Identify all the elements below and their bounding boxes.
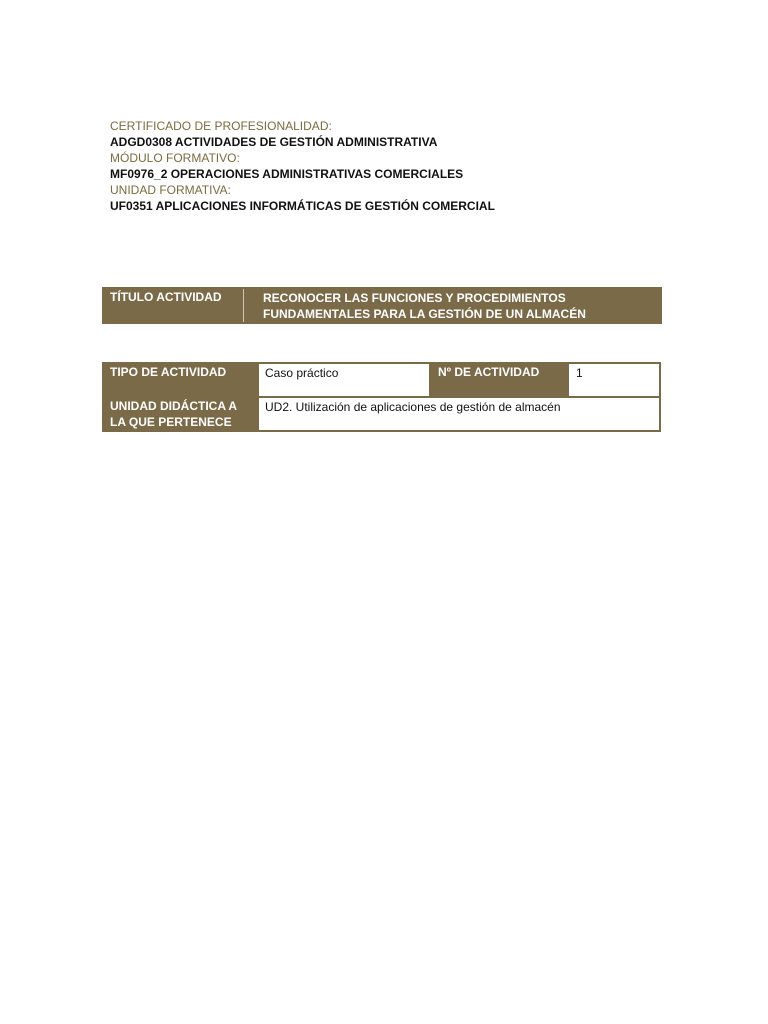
module-value: MF0976_2 OPERACIONES ADMINISTRATIVAS COMERCIALES xyxy=(110,167,464,181)
activity-number-label: Nº DE ACTIVIDAD xyxy=(430,363,568,397)
activity-number-value: 1 xyxy=(568,363,660,397)
unit-value: UF0351 APLICACIONES INFORMÁTICAS DE GESTIÓN COMERCIAL xyxy=(110,199,495,213)
activity-type-label: TIPO DE ACTIVIDAD xyxy=(103,363,258,397)
certificate-value: ADGD0308 ACTIVIDADES DE GESTIÓN ADMINISTRATIVA xyxy=(110,135,438,149)
activity-type-value: Caso práctico xyxy=(258,363,430,397)
title-divider xyxy=(243,289,244,322)
document-header xyxy=(110,118,495,214)
didactic-unit-label: UNIDAD DIDÁCTICA A LA QUE PERTENECE xyxy=(103,397,258,431)
activity-title-value: RECONOCER LAS FUNCIONES Y PROCEDIMIENTOS FUNDAMENTALES PARA LA GESTIÓN DE UN ALMACÉN xyxy=(263,291,586,321)
module-label: MÓDULO FORMATIVO: xyxy=(110,151,240,165)
didactic-unit-value: UD2. Utilización de aplicaciones de gestión de almacén xyxy=(258,397,660,431)
activity-title-bar xyxy=(102,287,662,324)
activity-title-label: TÍTULO ACTIVIDAD xyxy=(110,290,222,304)
unit-label: UNIDAD FORMATIVA: xyxy=(110,183,231,197)
activity-info-table xyxy=(102,362,661,432)
certificate-label: CERTIFICADO DE PROFESIONALIDAD: xyxy=(110,119,332,133)
